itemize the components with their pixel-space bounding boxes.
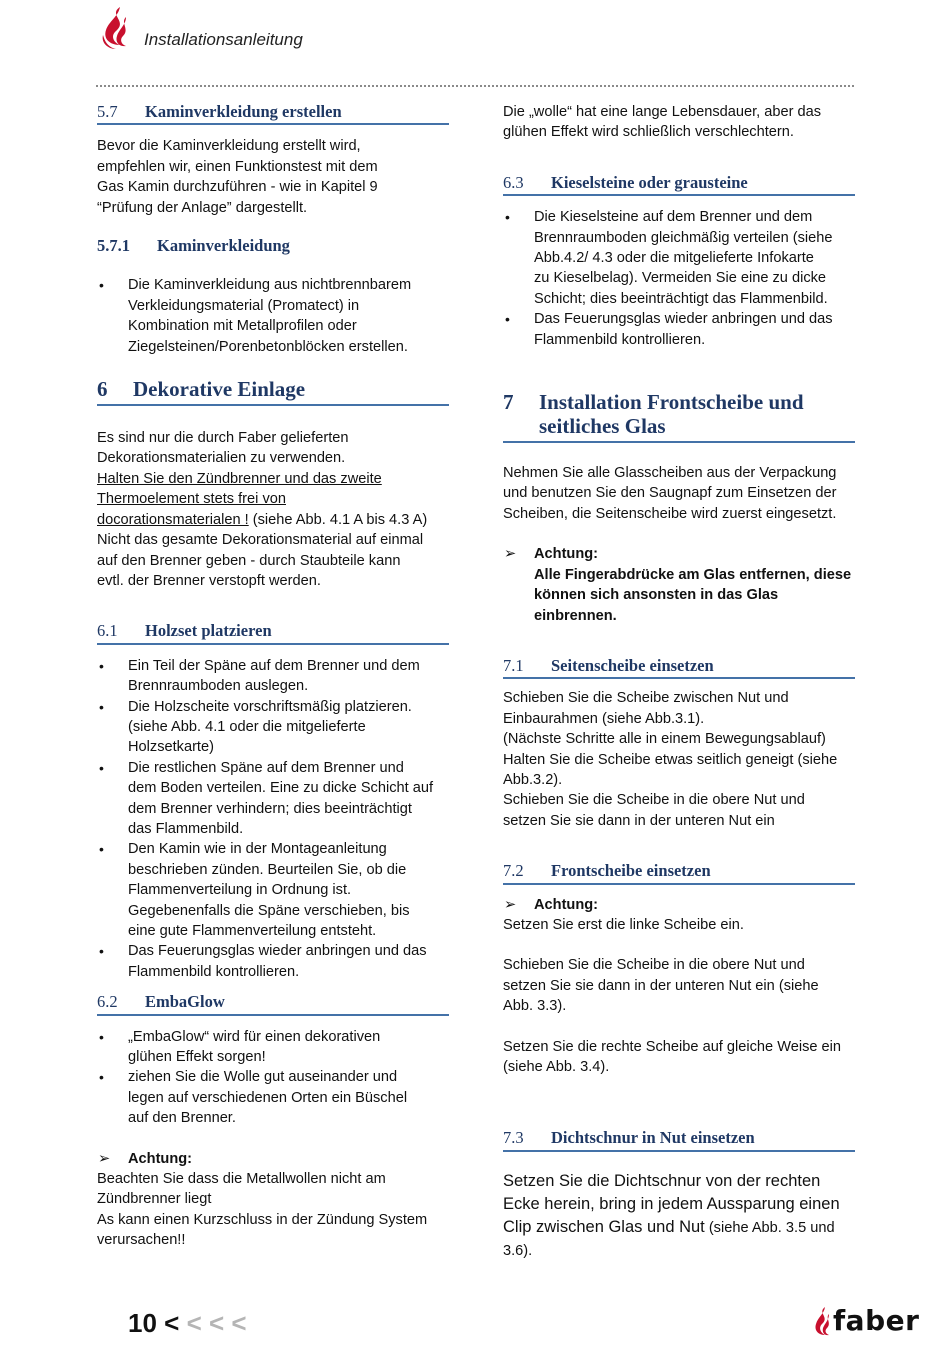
attention-note: ➢ Achtung: Alle Fingerabdrücke am Glas entfernen, diese können sich ansonsten in das Glas einbrennen. bbox=[504, 546, 852, 624]
heading-6-1: 6.1 Holzset platzieren bbox=[97, 621, 449, 644]
heading-7-2: 7.2 Frontscheibe einsetzen bbox=[503, 861, 855, 884]
arrow-bullet-icon: ➢ bbox=[504, 896, 517, 913]
attention-note: ➢ Achtung: bbox=[503, 895, 855, 915]
list-item: • Das Feuerungsglas wieder anbringen und das Flammenbild kontrollieren. bbox=[503, 309, 855, 350]
heading-6: 6 Dekorative Einlage bbox=[97, 377, 449, 406]
paragraph-6: Es sind nur die durch Faber gelieferten Dekorationsmaterialien zu verwenden. Halten Sie den Zündbrenner und das zweite Thermoelement stets frei von docorationsmaterialen ! (siehe Abb. 4.1 A bis 4.3 A) Nicht das gesamte Dekorationsmaterial auf einmal auf den Brenner geben - durch Staubteile kann evtl. der Brenner verstopft werden. bbox=[97, 430, 428, 589]
paragraph-7: Nehmen Sie alle Glasscheiben aus der Verpackung und benutzen Sie den Saugnapf zum Einsetzen der Scheiben, die Seitenscheibe wird zuerst eingesetzt. bbox=[503, 465, 837, 522]
header-divider bbox=[96, 85, 854, 87]
list-item: • Ein Teil der Späne auf dem Brenner und dem Brennraumboden auslegen. bbox=[97, 656, 449, 697]
heading-5-7-1: 5.7.1 Kaminverkleidung bbox=[97, 236, 290, 256]
paragraph-7-1: Schieben Sie die Scheibe zwischen Nut und Einbaurahmen (siehe Abb.3.1). (Nächste Schritte alle in einem Bewegungsablauf) Halten Sie die Scheibe etwas seitlich geneigt (siehe Abb.3.2). Schieben Sie die Scheibe in die obere Nut und setzen Sie sie dann in der unteren Nut ein bbox=[503, 690, 838, 829]
paragraph-7-2: Setzen Sie erst die linke Scheibe ein. Schieben Sie die Scheibe in die obere Nut und setzen Sie sie dann in der unteren Nut ein (siehe Abb. 3.3). Setzen Sie die rechte Scheibe auf gleiche Weise ein (siehe Abb. 3.4). bbox=[503, 916, 842, 1075]
document-title: Installationsanleitung bbox=[144, 30, 303, 49]
right-column bbox=[503, 102, 855, 1263]
faber-logo: faber bbox=[812, 1304, 912, 1340]
heading-7-1: 7.1 Seitenscheibe einsetzen bbox=[503, 656, 855, 679]
list-item: • Die restlichen Späne auf dem Brenner und dem Boden verteilen. Eine zu dicke Schicht auf dem Brenner verhindern; dies beeinträchtigt das Flammenbild. bbox=[97, 758, 449, 840]
paragraph-wool: Die „wolle“ hat eine lange Lebensdauer, aber das glühen Effekt wird schließlich verschlechtern. bbox=[503, 104, 822, 141]
heading-5-7: 5.7 Kaminverkleidung erstellen bbox=[97, 102, 449, 125]
flame-logo-icon bbox=[812, 1306, 834, 1338]
attention-note: ➢ Achtung: bbox=[97, 1149, 449, 1169]
paragraph-5-7: Bevor die Kaminverkleidung erstellt wird, empfehlen wir, einen Funktionstest mit dem Gas Kamin durchzuführen - wie in Kapitel 9 “Prüfung der Anlage” dargestellt. bbox=[97, 138, 378, 216]
list-5-7-1 bbox=[97, 275, 449, 357]
prev-arrow: < bbox=[164, 1308, 180, 1338]
list-6-3 bbox=[503, 207, 855, 350]
heading-7-3: 7.3 Dichtschnur in Nut einsetzen bbox=[503, 1128, 855, 1151]
arrow-bullet-icon: ➢ bbox=[504, 546, 517, 563]
heading-6-2: 6.2 EmbaGlow bbox=[97, 992, 449, 1015]
list-item: • Die Kieselsteine auf dem Brenner und dem Brennraumboden gleichmäßig verteilen (siehe Abb.4.2/ 4.3 oder die mitgelieferte Infokarte zu Kieselbelag). Vermeiden Sie eine zu dicke Schicht; dies beeinträchtigt das Flammenbild. bbox=[503, 207, 855, 309]
list-item: • ziehen Sie die Wolle gut auseinander und legen auf verschiedenen Orten ein Büschel auf den Brenner. bbox=[97, 1067, 449, 1128]
arrow-bullet-icon: ➢ bbox=[98, 1150, 111, 1167]
list-item: • „EmbaGlow“ wird für einen dekorativen glühen Effekt sorgen! bbox=[97, 1027, 449, 1068]
list-item: • Den Kamin wie in der Montageanleitung beschrieben zünden. Beurteilen Sie, ob die Flammenverteilung in Ordnung ist. Gegebenenfalls die Späne verschieben, bis eine gute Flammenverteilung entsteht. bbox=[97, 839, 449, 941]
flame-logo-icon bbox=[98, 5, 136, 51]
list-item: • Das Feuerungsglas wieder anbringen und das Flammenbild kontrollieren. bbox=[97, 941, 449, 982]
list-item: • Die Kaminverkleidung aus nichtbrennbarem Verkleidungsmaterial (Promatect) in Kombination mit Metallprofilen oder Ziegelsteinen/Porenbetonblöcken erstellen. bbox=[97, 275, 449, 357]
paragraph-6-2: Beachten Sie dass die Metallwollen nicht am Zündbrenner liegt As kann einen Kurzschluss in der Zündung System verursachen!! bbox=[97, 1171, 428, 1249]
page-number: 10 < < < < bbox=[128, 1308, 247, 1338]
list-item: • Die Holzscheite vorschriftsmäßig platzieren. (siehe Abb. 4.1 oder die mitgelieferte Holzsetkarte) bbox=[97, 697, 449, 758]
paragraph-7-3: Setzen Sie die Dichtschnur von der rechten Ecke herein, bring in jedem Aussparung einen Clip zwischen Glas und Nut (siehe Abb. 3.5 und 3.6). bbox=[503, 1171, 840, 1259]
heading-6-3: 6.3 Kieselsteine oder grausteine bbox=[503, 173, 855, 196]
decorative-arrows: < < < bbox=[186, 1308, 247, 1338]
left-column bbox=[97, 102, 449, 1251]
list-6-1 bbox=[97, 656, 449, 983]
heading-7: 7 Installation Frontscheibe und seitliches Glas bbox=[503, 390, 855, 443]
list-6-2 bbox=[97, 1027, 449, 1129]
